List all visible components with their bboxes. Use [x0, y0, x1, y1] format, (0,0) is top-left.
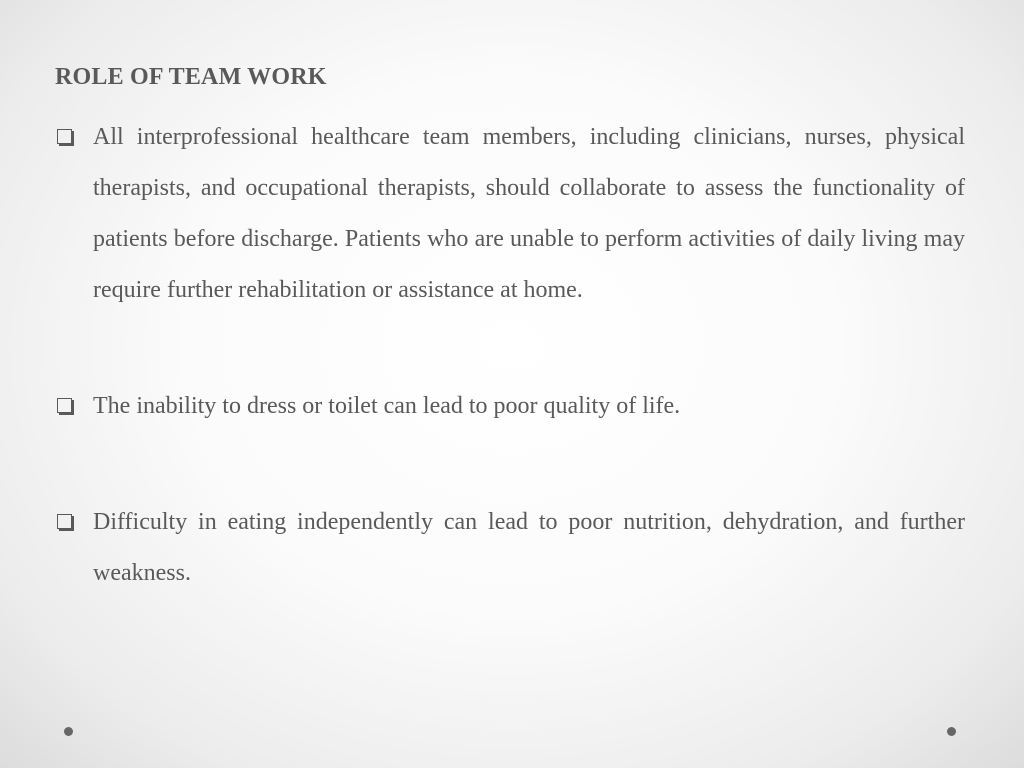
square-checkbox-icon: [57, 398, 72, 413]
decorative-dot-left: [64, 727, 73, 736]
square-checkbox-icon: [57, 514, 72, 529]
bullet-item: [55, 112, 965, 316]
bullet-list: [55, 112, 965, 599]
bullet-item: [55, 497, 965, 599]
bullet-text: Difficulty in eating independently can lead to poor nutrition, dehydration, and further weakness.: [93, 509, 965, 586]
square-checkbox-icon: [57, 129, 72, 144]
bullet-item: [55, 381, 965, 432]
bullet-text: The inability to dress or toilet can lead to poor quality of life.: [93, 393, 681, 419]
decorative-dot-right: [947, 727, 956, 736]
slide-title: ROLE OF TEAM WORK: [55, 64, 327, 90]
bullet-text: All interprofessional healthcare team members, including clinicians, nurses, physical therapists, and occupational therapists, should collaborate to assess the functionality of patients before discharge. Patients who are unable to perform activities of daily living may require further rehabilitation or assistance at home.: [93, 124, 965, 303]
